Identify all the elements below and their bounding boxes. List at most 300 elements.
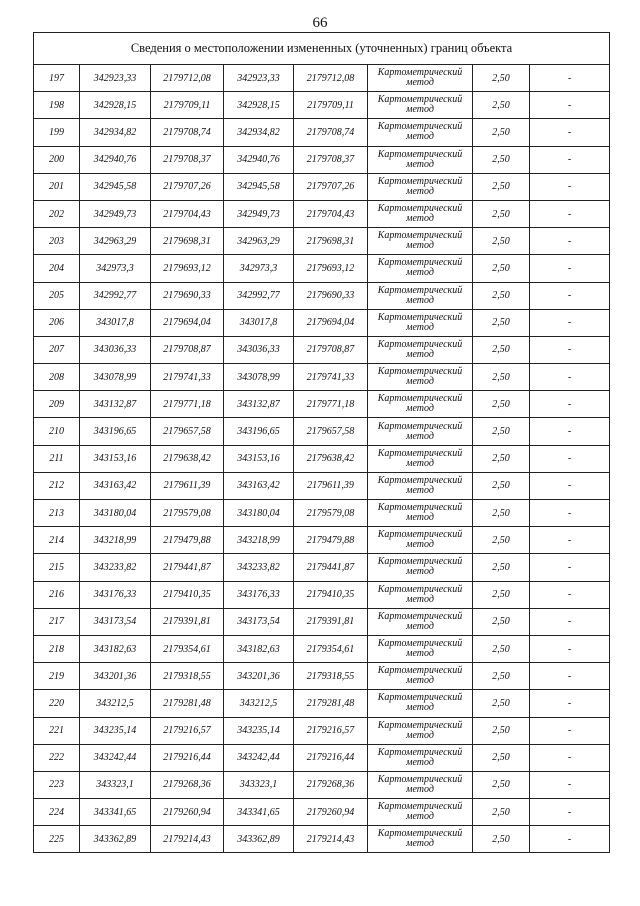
existing-x-cell: 342949,73: [80, 200, 151, 227]
method-line-2: метод: [406, 675, 434, 687]
table-row: [34, 146, 610, 173]
table-row: [34, 744, 610, 771]
existing-y-cell: 2179214,43: [151, 826, 224, 853]
existing-y-cell: 2179712,08: [151, 65, 224, 92]
existing-y-cell: 2179707,26: [151, 173, 224, 200]
refined-y-cell: 2179216,57: [294, 717, 368, 744]
method-line-2: метод: [406, 376, 434, 388]
method-line-1: Картометрический: [377, 719, 463, 731]
existing-y-cell: 2179690,33: [151, 282, 224, 309]
method-line-1: Картометрический: [377, 502, 463, 514]
table-row: [34, 228, 610, 255]
refined-x-cell: 342949,73: [224, 200, 294, 227]
method-line-1: Картометрический: [377, 556, 463, 568]
refined-x-cell: 343180,04: [224, 500, 294, 527]
existing-y-cell: 2179657,58: [151, 418, 224, 445]
refined-x-cell: 342945,58: [224, 173, 294, 200]
note-cell: -: [530, 146, 610, 173]
note-cell: -: [530, 228, 610, 255]
method-cell: [368, 744, 473, 771]
method-cell: [368, 581, 473, 608]
method-cell: [368, 119, 473, 146]
table-title: Сведения о местоположении измененных (уточненных) границ объекта: [34, 33, 610, 65]
note-cell: -: [530, 826, 610, 853]
method-line-1: Картометрический: [377, 773, 463, 785]
point-number-cell: 221: [34, 717, 80, 744]
accuracy-cell: 2,50: [473, 92, 530, 119]
boundary-coordinates-table: [33, 32, 610, 853]
note-cell: -: [530, 527, 610, 554]
existing-y-cell: 2179741,33: [151, 364, 224, 391]
refined-y-cell: 2179611,39: [294, 472, 368, 499]
refined-x-cell: 343153,16: [224, 445, 294, 472]
table-row: [34, 418, 610, 445]
point-number-cell: 213: [34, 500, 80, 527]
accuracy-cell: 2,50: [473, 119, 530, 146]
refined-x-cell: 343078,99: [224, 364, 294, 391]
method-line-2: метод: [406, 539, 434, 551]
table-row: [34, 65, 610, 92]
method-cell: [368, 690, 473, 717]
refined-x-cell: 342934,82: [224, 119, 294, 146]
note-cell: -: [530, 472, 610, 499]
refined-x-cell: 343196,65: [224, 418, 294, 445]
point-number-cell: 199: [34, 119, 80, 146]
point-number-cell: 210: [34, 418, 80, 445]
existing-x-cell: 343036,33: [80, 336, 151, 363]
method-cell: [368, 472, 473, 499]
table-body: [34, 33, 610, 853]
existing-x-cell: 342923,33: [80, 65, 151, 92]
existing-y-cell: 2179694,04: [151, 309, 224, 336]
method-line-1: Картометрический: [377, 474, 463, 486]
method-cell: [368, 173, 473, 200]
method-line-1: Картометрический: [377, 420, 463, 432]
method-cell: [368, 255, 473, 282]
refined-y-cell: 2179771,18: [294, 391, 368, 418]
accuracy-cell: 2,50: [473, 717, 530, 744]
method-line-2: метод: [406, 267, 434, 279]
existing-x-cell: 342928,15: [80, 92, 151, 119]
existing-x-cell: 343180,04: [80, 500, 151, 527]
existing-y-cell: 2179611,39: [151, 472, 224, 499]
refined-y-cell: 2179354,61: [294, 635, 368, 662]
method-line-2: метод: [406, 811, 434, 823]
method-line-1: Картометрический: [377, 692, 463, 704]
accuracy-cell: 2,50: [473, 336, 530, 363]
existing-y-cell: 2179708,37: [151, 146, 224, 173]
note-cell: -: [530, 336, 610, 363]
method-line-1: Картометрический: [377, 94, 463, 106]
method-cell: [368, 336, 473, 363]
existing-x-cell: 342992,77: [80, 282, 151, 309]
refined-x-cell: 343036,33: [224, 336, 294, 363]
existing-x-cell: 343218,99: [80, 527, 151, 554]
refined-x-cell: 343017,8: [224, 309, 294, 336]
refined-y-cell: 2179708,37: [294, 146, 368, 173]
method-line-1: Картометрический: [377, 529, 463, 541]
accuracy-cell: 2,50: [473, 500, 530, 527]
existing-x-cell: 342963,29: [80, 228, 151, 255]
existing-y-cell: 2179479,88: [151, 527, 224, 554]
point-number-cell: 214: [34, 527, 80, 554]
refined-x-cell: 342992,77: [224, 282, 294, 309]
method-line-2: метод: [406, 620, 434, 632]
note-cell: -: [530, 391, 610, 418]
existing-y-cell: 2179704,43: [151, 200, 224, 227]
note-cell: -: [530, 200, 610, 227]
method-cell: [368, 527, 473, 554]
accuracy-cell: 2,50: [473, 200, 530, 227]
existing-y-cell: 2179410,35: [151, 581, 224, 608]
point-number-cell: 197: [34, 65, 80, 92]
point-number-cell: 224: [34, 799, 80, 826]
refined-x-cell: 343235,14: [224, 717, 294, 744]
table-row: [34, 635, 610, 662]
table-row: [34, 282, 610, 309]
accuracy-cell: 2,50: [473, 228, 530, 255]
refined-y-cell: 2179709,11: [294, 92, 368, 119]
existing-x-cell: 343212,5: [80, 690, 151, 717]
method-line-1: Картометрический: [377, 393, 463, 405]
method-line-1: Картометрический: [377, 746, 463, 758]
method-line-2: метод: [406, 348, 434, 360]
method-cell: [368, 200, 473, 227]
note-cell: -: [530, 744, 610, 771]
method-line-2: метод: [406, 756, 434, 768]
existing-x-cell: 342934,82: [80, 119, 151, 146]
point-number-cell: 223: [34, 771, 80, 798]
method-line-1: Картометрический: [377, 148, 463, 160]
refined-y-cell: 2179268,36: [294, 771, 368, 798]
method-line-1: Картометрический: [377, 610, 463, 622]
method-line-2: метод: [406, 430, 434, 442]
point-number-cell: 216: [34, 581, 80, 608]
existing-y-cell: 2179698,31: [151, 228, 224, 255]
method-line-2: метод: [406, 403, 434, 415]
existing-x-cell: 343153,16: [80, 445, 151, 472]
refined-x-cell: 343341,65: [224, 799, 294, 826]
refined-y-cell: 2179693,12: [294, 255, 368, 282]
refined-y-cell: 2179318,55: [294, 663, 368, 690]
note-cell: -: [530, 771, 610, 798]
method-cell: [368, 554, 473, 581]
table-row: [34, 200, 610, 227]
existing-x-cell: 343182,63: [80, 635, 151, 662]
existing-x-cell: 343233,82: [80, 554, 151, 581]
refined-x-cell: 343233,82: [224, 554, 294, 581]
method-line-2: метод: [406, 593, 434, 605]
refined-y-cell: 2179391,81: [294, 608, 368, 635]
method-line-2: метод: [406, 702, 434, 714]
existing-x-cell: 343132,87: [80, 391, 151, 418]
existing-y-cell: 2179579,08: [151, 500, 224, 527]
refined-x-cell: 343201,36: [224, 663, 294, 690]
existing-y-cell: 2179318,55: [151, 663, 224, 690]
accuracy-cell: 2,50: [473, 554, 530, 581]
existing-x-cell: 343078,99: [80, 364, 151, 391]
table-row: [34, 92, 610, 119]
existing-x-cell: 343341,65: [80, 799, 151, 826]
point-number-cell: 215: [34, 554, 80, 581]
method-cell: [368, 663, 473, 690]
point-number-cell: 218: [34, 635, 80, 662]
existing-x-cell: 343163,42: [80, 472, 151, 499]
table-row: [34, 581, 610, 608]
existing-y-cell: 2179771,18: [151, 391, 224, 418]
note-cell: -: [530, 418, 610, 445]
existing-y-cell: 2179708,74: [151, 119, 224, 146]
note-cell: -: [530, 717, 610, 744]
method-cell: [368, 826, 473, 853]
refined-x-cell: 343218,99: [224, 527, 294, 554]
table-row: [34, 554, 610, 581]
method-line-2: метод: [406, 158, 434, 170]
point-number-cell: 203: [34, 228, 80, 255]
note-cell: -: [530, 173, 610, 200]
table-row: [34, 445, 610, 472]
existing-y-cell: 2179693,12: [151, 255, 224, 282]
method-cell: [368, 146, 473, 173]
point-number-cell: 206: [34, 309, 80, 336]
method-cell: [368, 717, 473, 744]
method-line-2: метод: [406, 484, 434, 496]
table-row: [34, 119, 610, 146]
method-cell: [368, 364, 473, 391]
existing-y-cell: 2179216,44: [151, 744, 224, 771]
existing-y-cell: 2179391,81: [151, 608, 224, 635]
refined-y-cell: 2179214,43: [294, 826, 368, 853]
accuracy-cell: 2,50: [473, 608, 530, 635]
existing-x-cell: 343173,54: [80, 608, 151, 635]
method-line-1: Картометрический: [377, 638, 463, 650]
point-number-cell: 204: [34, 255, 80, 282]
accuracy-cell: 2,50: [473, 364, 530, 391]
refined-y-cell: 2179260,94: [294, 799, 368, 826]
method-line-2: метод: [406, 240, 434, 252]
note-cell: -: [530, 500, 610, 527]
refined-y-cell: 2179638,42: [294, 445, 368, 472]
accuracy-cell: 2,50: [473, 581, 530, 608]
method-line-2: метод: [406, 648, 434, 660]
refined-x-cell: 343182,63: [224, 635, 294, 662]
method-line-1: Картометрический: [377, 583, 463, 595]
method-line-1: Картометрический: [377, 203, 463, 215]
existing-x-cell: 342973,3: [80, 255, 151, 282]
method-cell: [368, 799, 473, 826]
method-line-1: Картометрический: [377, 230, 463, 242]
note-cell: -: [530, 92, 610, 119]
table-row: [34, 364, 610, 391]
existing-y-cell: 2179281,48: [151, 690, 224, 717]
refined-y-cell: 2179708,87: [294, 336, 368, 363]
point-number-cell: 207: [34, 336, 80, 363]
refined-x-cell: 343362,89: [224, 826, 294, 853]
refined-x-cell: 342973,3: [224, 255, 294, 282]
accuracy-cell: 2,50: [473, 635, 530, 662]
refined-y-cell: 2179741,33: [294, 364, 368, 391]
method-line-1: Картометрический: [377, 175, 463, 187]
accuracy-cell: 2,50: [473, 826, 530, 853]
method-line-2: метод: [406, 104, 434, 116]
method-cell: [368, 500, 473, 527]
refined-y-cell: 2179216,44: [294, 744, 368, 771]
existing-x-cell: 343242,44: [80, 744, 151, 771]
method-cell: [368, 65, 473, 92]
method-line-1: Картометрический: [377, 311, 463, 323]
method-cell: [368, 391, 473, 418]
existing-x-cell: 342940,76: [80, 146, 151, 173]
table-row: [34, 173, 610, 200]
accuracy-cell: 2,50: [473, 146, 530, 173]
existing-x-cell: 343196,65: [80, 418, 151, 445]
accuracy-cell: 2,50: [473, 690, 530, 717]
method-cell: [368, 445, 473, 472]
existing-x-cell: 343017,8: [80, 309, 151, 336]
accuracy-cell: 2,50: [473, 527, 530, 554]
existing-y-cell: 2179708,87: [151, 336, 224, 363]
method-line-2: метод: [406, 294, 434, 306]
table-row: [34, 826, 610, 853]
refined-y-cell: 2179657,58: [294, 418, 368, 445]
refined-y-cell: 2179704,43: [294, 200, 368, 227]
accuracy-cell: 2,50: [473, 282, 530, 309]
method-line-1: Картометрический: [377, 121, 463, 133]
table-row: [34, 472, 610, 499]
existing-x-cell: 343323,1: [80, 771, 151, 798]
point-number-cell: 219: [34, 663, 80, 690]
table-row: [34, 771, 610, 798]
refined-y-cell: 2179708,74: [294, 119, 368, 146]
accuracy-cell: 2,50: [473, 309, 530, 336]
note-cell: -: [530, 119, 610, 146]
accuracy-cell: 2,50: [473, 255, 530, 282]
accuracy-cell: 2,50: [473, 744, 530, 771]
accuracy-cell: 2,50: [473, 445, 530, 472]
existing-y-cell: 2179260,94: [151, 799, 224, 826]
method-line-1: Картометрический: [377, 665, 463, 677]
table-row: [34, 690, 610, 717]
method-line-1: Картометрический: [377, 338, 463, 350]
refined-x-cell: 343212,5: [224, 690, 294, 717]
table-row: [34, 255, 610, 282]
table-row: [34, 336, 610, 363]
method-line-2: метод: [406, 838, 434, 850]
point-number-cell: 220: [34, 690, 80, 717]
existing-y-cell: 2179354,61: [151, 635, 224, 662]
method-cell: [368, 92, 473, 119]
existing-y-cell: 2179441,87: [151, 554, 224, 581]
refined-y-cell: 2179690,33: [294, 282, 368, 309]
existing-y-cell: 2179216,57: [151, 717, 224, 744]
method-line-2: метод: [406, 321, 434, 333]
accuracy-cell: 2,50: [473, 663, 530, 690]
point-number-cell: 208: [34, 364, 80, 391]
note-cell: -: [530, 309, 610, 336]
note-cell: -: [530, 663, 610, 690]
point-number-cell: 198: [34, 92, 80, 119]
point-number-cell: 209: [34, 391, 80, 418]
point-number-cell: 211: [34, 445, 80, 472]
method-cell: [368, 309, 473, 336]
existing-y-cell: 2179709,11: [151, 92, 224, 119]
refined-x-cell: 343163,42: [224, 472, 294, 499]
point-number-cell: 222: [34, 744, 80, 771]
method-line-2: метод: [406, 131, 434, 143]
refined-y-cell: 2179479,88: [294, 527, 368, 554]
note-cell: -: [530, 799, 610, 826]
accuracy-cell: 2,50: [473, 472, 530, 499]
point-number-cell: 201: [34, 173, 80, 200]
accuracy-cell: 2,50: [473, 771, 530, 798]
refined-y-cell: 2179579,08: [294, 500, 368, 527]
refined-y-cell: 2179712,08: [294, 65, 368, 92]
accuracy-cell: 2,50: [473, 173, 530, 200]
method-cell: [368, 771, 473, 798]
refined-x-cell: 342928,15: [224, 92, 294, 119]
table-row: [34, 663, 610, 690]
refined-x-cell: 343132,87: [224, 391, 294, 418]
table-row: [34, 527, 610, 554]
refined-x-cell: 342963,29: [224, 228, 294, 255]
note-cell: -: [530, 364, 610, 391]
method-line-1: Картометрический: [377, 447, 463, 459]
existing-x-cell: 342945,58: [80, 173, 151, 200]
refined-x-cell: 343176,33: [224, 581, 294, 608]
method-line-2: метод: [406, 783, 434, 795]
method-line-1: Картометрический: [377, 366, 463, 378]
existing-x-cell: 343176,33: [80, 581, 151, 608]
method-line-1: Картометрический: [377, 828, 463, 840]
refined-y-cell: 2179410,35: [294, 581, 368, 608]
method-line-2: метод: [406, 566, 434, 578]
refined-x-cell: 343323,1: [224, 771, 294, 798]
table-row: [34, 391, 610, 418]
point-number-cell: 225: [34, 826, 80, 853]
method-line-1: Картометрический: [377, 284, 463, 296]
refined-y-cell: 2179441,87: [294, 554, 368, 581]
note-cell: -: [530, 635, 610, 662]
method-line-2: метод: [406, 185, 434, 197]
method-cell: [368, 635, 473, 662]
table-row: [34, 500, 610, 527]
point-number-cell: 212: [34, 472, 80, 499]
note-cell: -: [530, 445, 610, 472]
table-row: [34, 799, 610, 826]
note-cell: -: [530, 581, 610, 608]
existing-y-cell: 2179268,36: [151, 771, 224, 798]
method-line-2: метод: [406, 213, 434, 225]
method-line-2: метод: [406, 729, 434, 741]
refined-x-cell: 343242,44: [224, 744, 294, 771]
point-number-cell: 202: [34, 200, 80, 227]
refined-x-cell: 342940,76: [224, 146, 294, 173]
point-number-cell: 205: [34, 282, 80, 309]
point-number-cell: 217: [34, 608, 80, 635]
note-cell: -: [530, 554, 610, 581]
page-number: 66: [312, 15, 328, 31]
refined-y-cell: 2179698,31: [294, 228, 368, 255]
method-line-1: Картометрический: [377, 67, 463, 79]
method-cell: [368, 418, 473, 445]
method-cell: [368, 228, 473, 255]
accuracy-cell: 2,50: [473, 418, 530, 445]
table-row: [34, 309, 610, 336]
existing-x-cell: 343235,14: [80, 717, 151, 744]
refined-y-cell: 2179694,04: [294, 309, 368, 336]
accuracy-cell: 2,50: [473, 391, 530, 418]
note-cell: -: [530, 608, 610, 635]
